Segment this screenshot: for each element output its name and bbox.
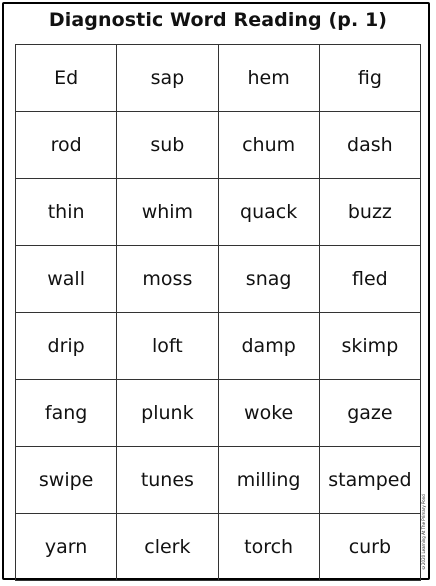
page-title: Diagnostic Word Reading (p. 1)	[48, 9, 388, 31]
word-cell: damp	[218, 313, 319, 380]
word-grid	[15, 44, 421, 581]
word-cell: swipe	[16, 447, 117, 514]
table-row	[16, 447, 421, 514]
word-cell: loft	[117, 313, 218, 380]
word-cell: sap	[117, 45, 218, 112]
word-cell: drip	[16, 313, 117, 380]
word-cell: snag	[218, 246, 319, 313]
word-cell: thin	[16, 179, 117, 246]
word-cell: torch	[218, 514, 319, 581]
table-row	[16, 380, 421, 447]
word-cell: Ed	[16, 45, 117, 112]
word-cell: fig	[319, 45, 420, 112]
table-row	[16, 246, 421, 313]
word-cell: milling	[218, 447, 319, 514]
word-cell: hem	[218, 45, 319, 112]
word-cell: chum	[218, 112, 319, 179]
word-cell: fled	[319, 246, 420, 313]
word-cell: clerk	[117, 514, 218, 581]
word-cell: sub	[117, 112, 218, 179]
word-cell: rod	[16, 112, 117, 179]
word-cell: fang	[16, 380, 117, 447]
table-row	[16, 45, 421, 112]
word-cell: dash	[319, 112, 420, 179]
word-cell: woke	[218, 380, 319, 447]
word-cell: yarn	[16, 514, 117, 581]
table-row	[16, 179, 421, 246]
table-row	[16, 313, 421, 380]
word-cell: buzz	[319, 179, 420, 246]
table-row	[16, 112, 421, 179]
word-cell: stamped	[319, 447, 420, 514]
table-row	[16, 514, 421, 581]
word-cell: wall	[16, 246, 117, 313]
word-cell: whim	[117, 179, 218, 246]
word-cell: gaze	[319, 380, 420, 447]
word-cell: curb	[319, 514, 420, 581]
word-cell: tunes	[117, 447, 218, 514]
word-cell: quack	[218, 179, 319, 246]
word-cell: skimp	[319, 313, 420, 380]
copyright-text: ©2020 Learning At The Primary Pond	[421, 494, 426, 570]
word-cell: moss	[117, 246, 218, 313]
word-cell: plunk	[117, 380, 218, 447]
